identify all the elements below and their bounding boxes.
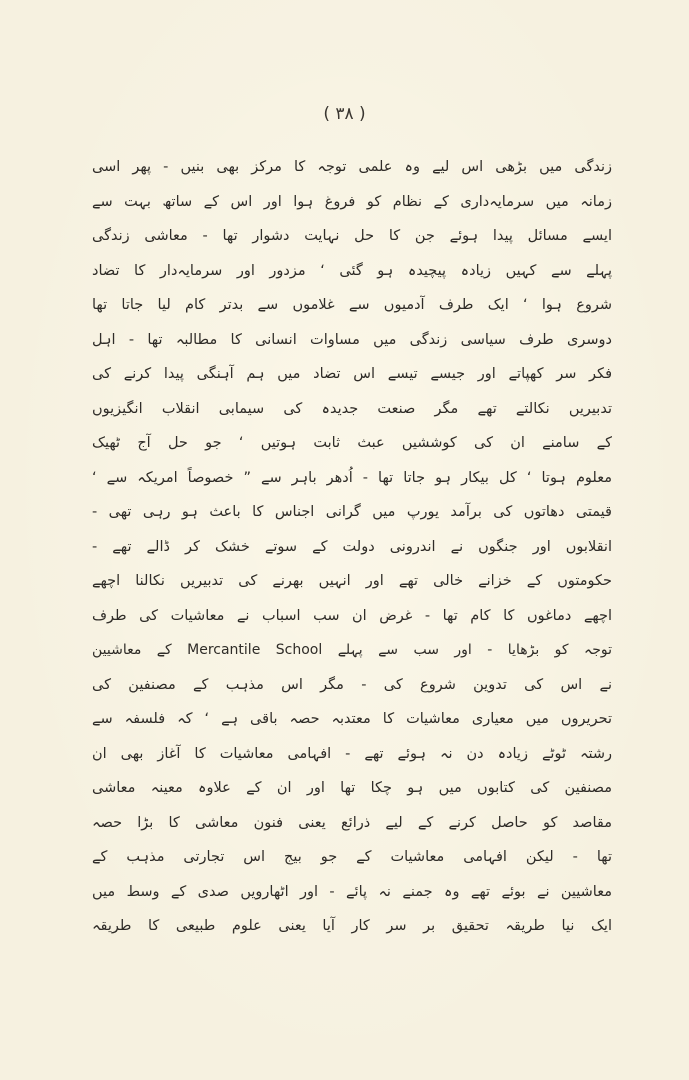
text-line: ایسے مسائل پیدا ہوئے جن کا حل نہایت دشوار تھا - معاشی زندگی [92, 228, 612, 244]
text-line: شروع ہوا ‘ ایک طرف آدمیوں سے غلاموں سے بدتر کام لیا جاتا تھا [92, 297, 612, 313]
text-line: توجہ کو بڑھایا - اور سب سے پہلے Mercantile School کے معاشیین [92, 642, 612, 658]
text-line: معاشیین نے بوئے تھے وہ جمنے نہ پائے - اور اٹھارویں صدی کے وسط میں [92, 883, 612, 900]
text-line: انقلابوں اور جنگوں نے اندرونی دولت کے سوتے خشک کر ڈالے تھے - [92, 538, 612, 555]
text-line: تھا - لیکن افہامی معاشیات کے جو بیج اس تجارتی مذہب کے [92, 849, 612, 865]
text-line: فکر سر کھپاتے اور جیسے تیسے اس تضاد میں ہم آہنگی پیدا کرنے کی [92, 366, 612, 382]
text-line: تحریروں میں معیاری معاشیات کا معتدبہ حصہ باقی ہے ‘ کہ فلسفہ سے [92, 711, 612, 727]
text-line: مقاصد کو حاصل کرنے کے لیے ذرائع یعنی فنون معاشی کا بڑا حصہ [92, 814, 612, 831]
text-line: نے اس کی تدوین شروع کی - مگر اس مذہب کے مصنفین کی [92, 676, 612, 693]
text-line: زندگی میں بڑھی اس لیے وہ علمی توجہ کا مرکز بھی بنیں - پھر اسی [92, 159, 612, 175]
text-line: تدبیریں نکالتے تھے مگر صنعت جدیدہ کی سیمابی انقلاب انگیزیوں [92, 400, 612, 417]
text-line: معلوم ہوتا ‘ کل بیکار ہو جاتا تھا - اُدھر باہر سے ” خصوصاً امریکہ سے ‘ [92, 469, 612, 486]
page-number: ( ۳۸ ) [323, 104, 366, 124]
text-line: حکومتوں کے خزانے خالی تھے اور انہیں بھرنے کی تدبیریں نکالنا اچھے [92, 573, 612, 589]
body-text [92, 150, 612, 944]
text-line: دوسری طرف سیاسی زندگی میں مساوات انسانی کا مطالبہ تھا - اہل [92, 331, 612, 348]
text-line: کے سامنے ان کی کوششیں عبث ثابت ہوتیں ‘ جو حل آج ٹھیک [92, 435, 612, 451]
text-line: ایک نیا طریقہ تحقیق بر سر کار آیا یعنی علوم طبیعی کا طریقہ [92, 918, 612, 934]
text-line: پہلے سے کہیں زیادہ پیچیدہ ہو گئی ‘ مزدور اور سرمایہ‌دار کا تضاد [92, 262, 612, 279]
text-line: مصنفین کی کتابوں میں ہو چکا تھا اور ان کے علاوہ معینہ معاشی [92, 780, 612, 796]
text-line: قیمتی دھاتوں کی برآمد یورپ میں گرانی اجناس کا باعث ہو رہی تھی - [92, 504, 612, 520]
text-line: رشتہ ٹوٹے زیادہ دن نہ ہوئے تھے - افہامی معاشیات کا آغاز بھی ان [92, 745, 612, 762]
text-line: زمانہ میں سرمایہ‌داری کے نظام کو فروغ ہوا اور اس کے ساتھ بہت سے [92, 193, 612, 210]
text-line: اچھے دماغوں کا کام تھا - غرض ان سب اسباب نے معاشیات کی طرف [92, 607, 612, 624]
